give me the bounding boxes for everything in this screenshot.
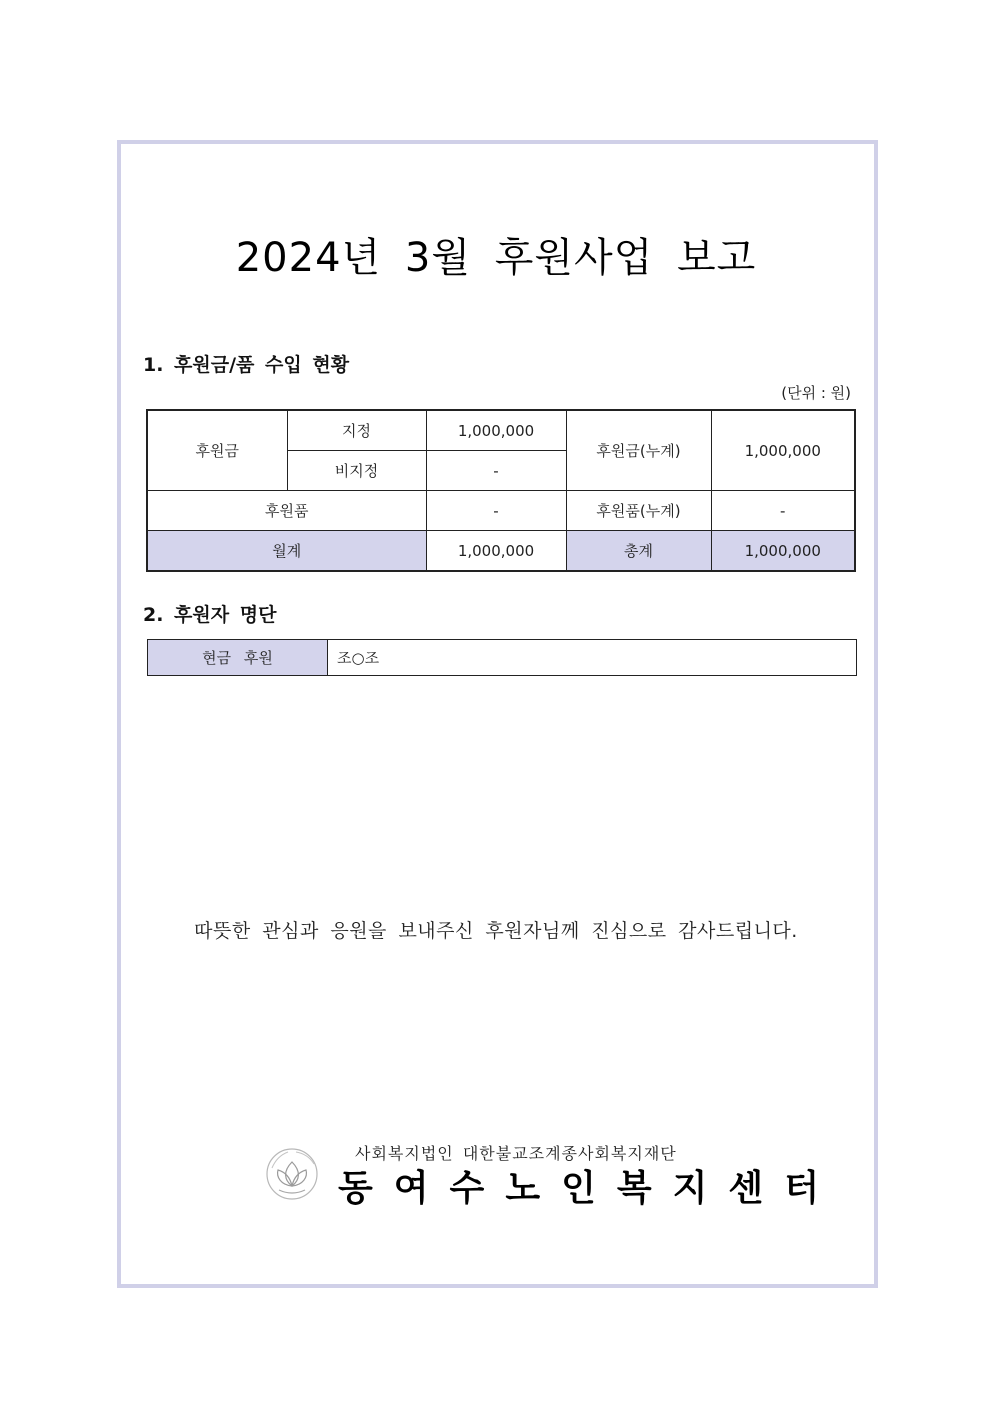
cash-donation-label: 현금 후원 [148,640,328,676]
thanks-message: 따뜻한 관심과 응원을 보내주신 후원자님께 진심으로 감사드립니다. [194,920,798,942]
page-frame [117,140,878,1288]
goods-value: - [426,491,566,531]
unit-label: (단위 : 원) [781,384,851,402]
total-label: 총계 [566,531,711,572]
donation-cumulative-value: 1,000,000 [711,410,855,491]
table-row [147,491,855,531]
income-table [146,409,856,572]
nondesignated-value: - [426,451,566,491]
table-row [148,640,857,676]
section-donors-heading: 2. 후원자 명단 [143,604,277,626]
org-subtitle: 사회복지법인 대한불교조계종사회복지재단 [355,1144,677,1163]
donor-table [147,639,857,676]
goods-label: 후원품 [147,491,426,531]
donation-label: 후원금 [147,410,287,491]
goods-cumulative-value: - [711,491,855,531]
donor-names: 조○조 [328,640,857,676]
monthly-label: 월계 [147,531,426,572]
org-name: 동여수노인복지센터 [338,1168,840,1209]
monthly-value: 1,000,000 [426,531,566,572]
goods-cumulative-label: 후원품(누계) [566,491,711,531]
nondesignated-label: 비지정 [287,451,426,491]
designated-value: 1,000,000 [426,410,566,451]
donation-cumulative-label: 후원금(누계) [566,410,711,491]
table-row [147,410,855,451]
designated-label: 지정 [287,410,426,451]
total-value: 1,000,000 [711,531,855,572]
page-title: 2024년 3월 후원사업 보고 [235,235,757,281]
table-row-total [147,531,855,572]
lotus-logo-icon [262,1146,328,1202]
section-income-heading: 1. 후원금/품 수입 현황 [143,354,350,376]
